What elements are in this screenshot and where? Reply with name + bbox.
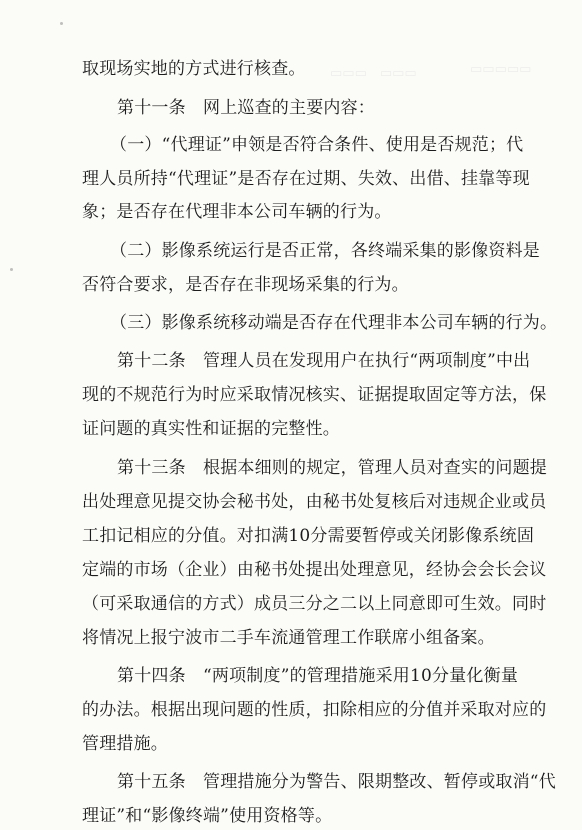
text-line: 管理措施。 — [82, 734, 168, 754]
text-line: （三）影像系统移动端是否存在代理非本公司车辆的行为。 — [110, 313, 558, 333]
text-line: 第十一条 网上巡查的主要内容： — [117, 98, 375, 118]
text-line: 证问题的真实性和证据的完整性。 — [82, 419, 340, 439]
text-line: 象；是否存在代理非本公司车辆的行为。 — [82, 202, 392, 222]
text-line: 出处理意见提交协会秘书处，由秘书处复核后对违规企业或员 — [82, 492, 547, 512]
text-line: （可采取通信的方式）成员三分之二以上同意即可生效。同时 — [82, 594, 547, 614]
text-line: 工扣记相应的分值。对扣满10分需要暂停或关闭影像系统固 — [82, 526, 535, 546]
text-line: 第十四条 “两项制度”的管理措施采用10分量化衡量 — [117, 666, 519, 686]
text-line: 的办法。根据出现问题的性质，扣除相应的分值并采取对应的 — [82, 700, 547, 720]
scan-speck — [10, 268, 13, 271]
text-line: 将情况上报宁波市二手车流通管理工作联席小组备案。 — [82, 628, 495, 648]
bleed-through-mark: ▭▭▭▭▭ — [470, 62, 532, 77]
text-line: 理证”和“影像终端”使用资格等。 — [82, 806, 333, 826]
scan-speck — [60, 22, 63, 25]
text-line: 取现场实地的方式进行核查。 — [82, 59, 306, 79]
text-line: 第十五条 管理措施分为警告、限期整改、暂停或取消“代 — [117, 772, 556, 792]
bleed-through-mark: ▭▭▭ ▭▭▭ — [330, 66, 417, 81]
text-line: 定端的市场（企业）由秘书处提出处理意见，经协会会长会议 — [82, 560, 547, 580]
text-line: 理人员所持“代理证”是否存在过期、失效、出借、挂靠等现 — [82, 169, 530, 189]
text-line: （二）影像系统运行是否正常，各终端采集的影像资料是 — [110, 241, 540, 261]
text-line: 第十二条 管理人员在发现用户在执行“两项制度”中出 — [117, 351, 531, 371]
text-line: 现的不规范行为时应采取情况核实、证据提取固定等方法，保 — [82, 385, 547, 405]
text-line: 否符合要求，是否存在非现场采集的行为。 — [82, 275, 409, 295]
text-line: 第十三条 根据本细则的规定，管理人员对查实的问题提 — [117, 458, 547, 478]
text-line: （一）“代理证”申领是否符合条件、使用是否规范；代 — [110, 135, 524, 155]
